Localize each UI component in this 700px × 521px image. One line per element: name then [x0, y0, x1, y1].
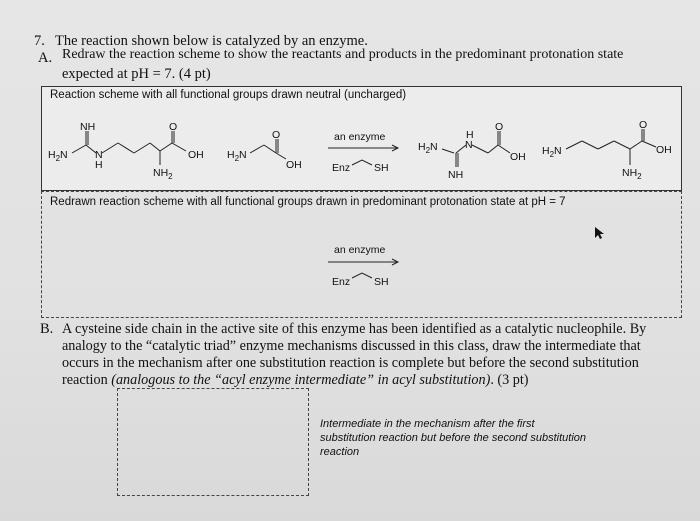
part-b-line2: analogy to the “catalytic triad” enzyme mechanisms discussed in this class, draw the intermediate that [62, 338, 641, 354]
p1-oh-label: OH [510, 151, 526, 163]
part-b-letter: B. [40, 321, 54, 337]
redrawn-scheme-title: Redrawn reaction scheme with all functional groups drawn in predominant protonation state at pH = 7 [50, 196, 566, 208]
neutral-arrow-enzyme-label: an enzyme [334, 131, 386, 143]
r2-h2n-label: $H_2N$ [227, 149, 247, 164]
question-number: 7. [34, 33, 45, 49]
p1-h2n-label: $H_2N$ [418, 141, 438, 156]
r1-h-label: H [95, 159, 103, 171]
redrawn-arrow-enz-label: Enz [332, 276, 351, 288]
p1-n-label: N [465, 139, 473, 151]
redrawn-arrow-sh-label: SH [374, 276, 389, 288]
part-b-line4-end: . (3 pt) [490, 372, 529, 388]
part-a-letter: A. [38, 50, 53, 66]
r2-o-label: O [272, 129, 281, 141]
r1-h2n-label: $H_2N$ [48, 149, 68, 164]
neutral-arrow-enz-label: Enz [332, 162, 351, 174]
r1-o-label: O [169, 121, 178, 133]
intermediate-caption-line3: reaction [320, 446, 360, 458]
intermediate-caption-line1: Intermediate in the mechanism after the first [320, 418, 535, 430]
p2-nh2-label: $NH_2$ [622, 167, 642, 182]
part-a-line2: expected at pH = 7. (4 pt) [62, 66, 211, 82]
part-b-line3: occurs in the mechanism after one substitution reaction is complete but before the second substitution [62, 355, 639, 371]
r1-nh2-label: $NH_2$ [153, 167, 173, 182]
part-b-line4-normal: reaction [62, 372, 112, 388]
r1-oh-label: OH [188, 149, 204, 161]
r2-oh-label: OH [286, 159, 302, 171]
part-a-line1: Redraw the reaction scheme to show the reactants and products in the predominant protonation state [62, 47, 624, 62]
p2-oh-label: OH [656, 144, 672, 156]
p2-h2n-label: $H_2N$ [542, 145, 562, 160]
neutral-scheme-title: Reaction scheme with all functional groups drawn neutral (uncharged) [50, 89, 407, 101]
r1-n-label: N [95, 149, 103, 161]
r1-nh-label: NH [80, 121, 96, 133]
p1-nh-label: NH [448, 169, 464, 181]
neutral-scheme-box [41, 86, 682, 191]
mouse-cursor-icon [594, 226, 606, 240]
p2-o-label: O [639, 119, 648, 131]
p1-o-label: O [495, 121, 504, 133]
redrawn-scheme-box[interactable] [41, 191, 682, 318]
p1-h-label: H [466, 129, 474, 141]
question-intro: The reaction shown below is catalyzed by an enzyme. [55, 33, 368, 49]
part-b-line4 [62, 372, 529, 389]
redrawn-arrow-enzyme-label: an enzyme [334, 244, 386, 256]
neutral-arrow-sh-label: SH [374, 162, 389, 174]
part-b-line4-italic: (analogous to the “acyl enzyme intermediate” in acyl substitution) [111, 372, 491, 388]
intermediate-caption-line2: substitution reaction but before the second substitution [320, 432, 587, 444]
intermediate-drawing-box[interactable] [117, 388, 309, 496]
part-b-line1: A cysteine side chain in the active site of this enzyme has been identified as a catalytic nucleophile. By [62, 321, 647, 337]
